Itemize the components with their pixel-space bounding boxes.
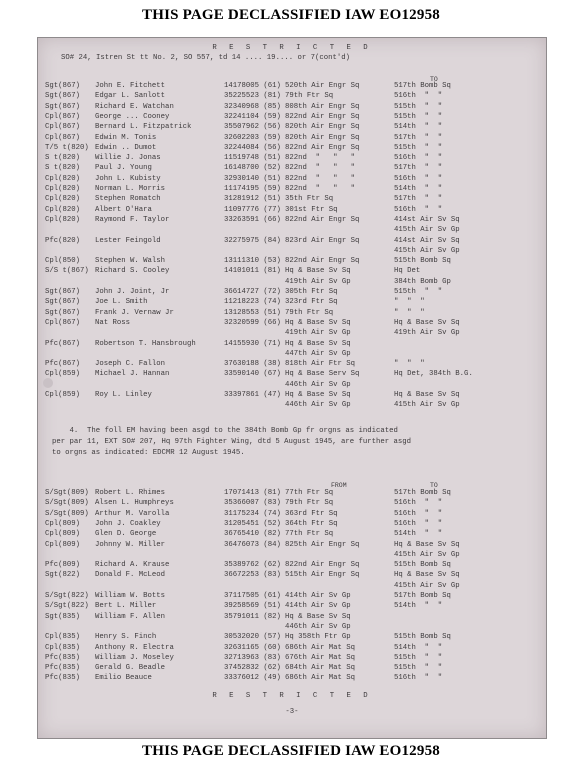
table-row bbox=[38, 592, 546, 601]
grade-cell: Pfc(835) bbox=[45, 674, 81, 683]
name-cell: Albert O'Hara bbox=[95, 205, 152, 214]
grade-cell: Cpl(820) bbox=[45, 195, 81, 204]
grade-cell: Cpl(867) bbox=[45, 318, 81, 327]
to-cell: 514th " " bbox=[394, 185, 443, 193]
table-row bbox=[38, 391, 546, 400]
order-reference-line: SO# 24, Istren St tt No. 2, SO 557, td 14 .... 19.... or 7(cont'd) bbox=[61, 54, 351, 62]
serial-cell: 13128553 (51) bbox=[224, 308, 281, 317]
from-cell: Hq & Base Sv Sq bbox=[285, 318, 351, 327]
serial-cell: 11519748 (51) bbox=[224, 154, 281, 163]
grade-cell: S/Sgt(822) bbox=[45, 592, 89, 600]
name-cell: Stephen W. Walsh bbox=[95, 257, 166, 266]
to-cell: 516th " " bbox=[394, 499, 443, 508]
serial-cell: 32241104 (59) bbox=[224, 112, 281, 121]
table-row bbox=[38, 123, 546, 132]
table-row bbox=[38, 298, 546, 307]
table-row bbox=[38, 499, 546, 508]
serial-cell: 33263591 (66) bbox=[224, 215, 281, 224]
serial-cell: 31205451 (52) bbox=[224, 519, 281, 528]
serial-cell: 35791011 (82) bbox=[224, 612, 281, 621]
grade-cell: Cpl(820) bbox=[45, 215, 81, 224]
grade-cell: Sgt(867) bbox=[45, 102, 81, 111]
table-row bbox=[38, 92, 546, 101]
grade-cell: Sgt(822) bbox=[45, 571, 81, 580]
table-row bbox=[38, 561, 546, 570]
to-cell: 419th Air Sv Gp bbox=[394, 329, 460, 338]
from-cell: 808th Air Engr Sq bbox=[285, 102, 360, 111]
table-row bbox=[38, 103, 546, 112]
table-row bbox=[38, 360, 546, 369]
table-row bbox=[38, 510, 546, 519]
grade-cell: Pfc(820) bbox=[45, 236, 81, 245]
table-row bbox=[38, 206, 546, 215]
grade-cell: Cpl(850) bbox=[45, 257, 81, 266]
from-cell: 686th Air Mat Sq bbox=[285, 674, 356, 683]
serial-cell: 11097776 (77) bbox=[224, 205, 281, 214]
paragraph-line: per par 11, EXT SO# 207, Hq 97th Fighter Wing, dtd 5 August 1945, are further asgd bbox=[52, 438, 412, 446]
to-cell: 415th Air Sv Gp bbox=[394, 550, 460, 559]
name-cell: Henry S. Finch bbox=[95, 633, 157, 642]
serial-cell: 31281912 (51) bbox=[224, 195, 281, 204]
table-row bbox=[38, 644, 546, 653]
declassified-banner-top: THIS PAGE DECLASSIFIED IAW EO12958 bbox=[142, 7, 440, 23]
name-cell: Robertson T. Hansbrough bbox=[95, 339, 196, 348]
to-cell: 415th Air Sv Gp bbox=[394, 581, 460, 590]
table-row bbox=[38, 309, 546, 318]
grade-cell: Sgt(835) bbox=[45, 612, 81, 621]
serial-cell: 11218223 (74) bbox=[224, 298, 281, 307]
from-cell: 79th Ftr Sq bbox=[285, 92, 334, 101]
table-row bbox=[38, 664, 546, 673]
name-cell: Nat Ross bbox=[95, 318, 131, 327]
table-row bbox=[38, 164, 546, 173]
from-cell: 515th Air Engr Sq bbox=[285, 571, 360, 580]
table-row bbox=[38, 401, 546, 410]
grade-cell: Pfc(867) bbox=[45, 360, 81, 369]
to-cell: 414st Air Sv Sq bbox=[394, 236, 460, 245]
table-row bbox=[38, 329, 546, 338]
name-cell: Joseph C. Fallon bbox=[95, 360, 166, 369]
to-cell: 517th " " bbox=[394, 195, 443, 204]
to-cell: Hq Det bbox=[394, 267, 421, 276]
grade-cell: Sgt(867) bbox=[45, 288, 81, 296]
from-cell: 822nd Air Engr Sq bbox=[285, 561, 360, 570]
name-cell: John J. Coakley bbox=[95, 519, 161, 528]
to-cell: 515th " " bbox=[394, 143, 443, 152]
table-row bbox=[38, 319, 546, 328]
name-cell: Bernard L. Fitzpatrick bbox=[95, 123, 192, 132]
name-cell: John E. Fitchett bbox=[95, 82, 166, 90]
paragraph-4 bbox=[52, 427, 532, 460]
grade-cell: Cpl(820) bbox=[45, 185, 81, 193]
page-number: -3- bbox=[285, 708, 299, 716]
name-cell: Bert L. Miller bbox=[95, 602, 157, 611]
from-cell: Hq 358th Ftr Gp bbox=[285, 633, 351, 642]
from-cell: 822nd " " " bbox=[285, 154, 356, 163]
table-row bbox=[38, 185, 546, 194]
from-cell: Hq & Base Sv Sq bbox=[285, 391, 351, 399]
name-cell: Paul J. Young bbox=[95, 164, 152, 173]
table-row bbox=[38, 381, 546, 390]
serial-cell: 36765410 (82) bbox=[224, 530, 281, 539]
to-cell: " " " bbox=[394, 308, 425, 317]
serial-cell: 35389762 (62) bbox=[224, 561, 281, 570]
name-cell: Richard E. Watchan bbox=[95, 102, 174, 111]
from-cell: 818th Air Ftr Sq bbox=[285, 360, 356, 369]
grade-cell: Cpl(859) bbox=[45, 370, 81, 379]
grade-cell: Cpl(867) bbox=[45, 133, 81, 142]
grade-cell: Pfc(867) bbox=[45, 339, 81, 348]
to-cell: 517th " " bbox=[394, 164, 443, 173]
from-cell: Hq & Base Sv Sq bbox=[285, 339, 351, 348]
from-cell: 684th Air Mat Sq bbox=[285, 664, 356, 673]
grade-cell: Pfc(835) bbox=[45, 664, 81, 673]
table-row bbox=[38, 530, 546, 539]
name-cell: Edwin .. Dumot bbox=[95, 143, 157, 152]
serial-cell: 17071413 (81) bbox=[224, 489, 281, 497]
grade-cell: S/S t(867) bbox=[45, 267, 89, 276]
name-cell: Alsen L. Humphreys bbox=[95, 499, 174, 508]
table-row bbox=[38, 288, 546, 297]
from-cell: 414th Air Sv Gp bbox=[285, 592, 351, 600]
serial-cell: 14155930 (71) bbox=[224, 339, 281, 348]
to-cell: 415th Air Sv Gp bbox=[394, 226, 460, 235]
from-column-header: FROM bbox=[331, 482, 347, 489]
to-cell: 516th " " bbox=[394, 205, 443, 214]
from-cell: 676th Air Mat Sq bbox=[285, 653, 356, 662]
serial-cell: 35225523 (81) bbox=[224, 92, 281, 101]
serial-cell: 30532020 (57) bbox=[224, 633, 281, 642]
from-cell: Hq & Base Sv Sq bbox=[285, 267, 351, 276]
grade-cell: Pfc(835) bbox=[45, 653, 81, 662]
serial-cell: 32602203 (59) bbox=[224, 133, 281, 142]
to-cell: 517th " " bbox=[394, 133, 443, 142]
name-cell: Lester Feingold bbox=[95, 236, 161, 245]
table-row bbox=[38, 551, 546, 560]
to-cell: 515th " " bbox=[394, 102, 443, 111]
table-row bbox=[38, 623, 546, 632]
from-cell: 447th Air Sv Gp bbox=[285, 349, 351, 358]
grade-cell: Cpl(859) bbox=[45, 391, 81, 399]
to-cell: Hq & Base Sv Sq bbox=[394, 318, 460, 327]
name-cell: Emilio Beauce bbox=[95, 674, 152, 683]
from-cell: Hq & Base Serv Sq bbox=[285, 370, 360, 379]
table-row bbox=[38, 520, 546, 529]
from-cell: 820th Air Engr Sq bbox=[285, 123, 360, 132]
from-cell: 77th Ftr Sq bbox=[285, 530, 334, 539]
from-cell: 364th Ftr Sq bbox=[285, 519, 338, 528]
table-row bbox=[38, 489, 546, 498]
serial-cell: 33397861 (47) bbox=[224, 391, 281, 399]
from-cell: 79th Ftr Sq bbox=[285, 308, 334, 317]
name-cell: Edwin M. Tonis bbox=[95, 133, 157, 142]
grade-cell: S t(820) bbox=[45, 164, 81, 173]
to-cell: 515th Bomb Sq bbox=[394, 561, 451, 570]
table-row bbox=[38, 267, 546, 276]
to-cell: 515th " " bbox=[394, 288, 443, 296]
name-cell: Michael J. Hannan bbox=[95, 370, 170, 379]
to-cell: 517th Bomb Sq bbox=[394, 592, 451, 600]
table-row bbox=[38, 257, 546, 266]
from-cell: 822nd " " " bbox=[285, 164, 356, 173]
to-cell: 517th Bomb Sq bbox=[394, 82, 451, 90]
from-cell: 419th Air Sv Gp bbox=[285, 329, 351, 338]
serial-cell: 32631165 (60) bbox=[224, 643, 281, 652]
to-cell: 516th " " bbox=[394, 674, 443, 683]
from-cell: 822nd Air Engr Sq bbox=[285, 143, 360, 152]
to-cell: 515th Bomb Sq bbox=[394, 633, 451, 642]
name-cell: Stephen Romatch bbox=[95, 195, 161, 204]
to-cell: 515th Bomb Sq bbox=[394, 257, 451, 266]
serial-cell: 37630188 (38) bbox=[224, 360, 281, 369]
from-cell: 323rd Ftr Sq bbox=[285, 298, 338, 307]
grade-cell: S t(820) bbox=[45, 154, 81, 163]
name-cell: Richard S. Cooley bbox=[95, 267, 170, 276]
grade-cell: Cpl(809) bbox=[45, 519, 81, 528]
table-row bbox=[38, 674, 546, 683]
from-cell: 822nd Air Engr Sq bbox=[285, 215, 360, 224]
table-row bbox=[38, 370, 546, 379]
from-cell: 301st Ftr Sq bbox=[285, 205, 338, 214]
table-row bbox=[38, 582, 546, 591]
serial-cell: 32713963 (83) bbox=[224, 653, 281, 662]
to-cell: 514th " " bbox=[394, 602, 443, 611]
to-cell: 415th Air Sv Gp bbox=[394, 401, 460, 410]
to-cell: Hq Det, 384th B.G. bbox=[394, 370, 473, 379]
serial-cell: 13111310 (53) bbox=[224, 257, 281, 266]
from-cell: 820th Air Engr Sq bbox=[285, 133, 360, 142]
name-cell: William W. Botts bbox=[95, 592, 166, 600]
name-cell: William F. Allen bbox=[95, 612, 166, 621]
name-cell: John L. Kubisty bbox=[95, 174, 161, 183]
name-cell: Frank J. Vernaw Jr bbox=[95, 308, 174, 317]
grade-cell: Cpl(820) bbox=[45, 174, 81, 183]
name-cell: Raymond F. Taylor bbox=[95, 215, 170, 224]
to-cell: 517th Bomb Sq bbox=[394, 489, 451, 497]
name-cell: Willie J. Jonas bbox=[95, 154, 161, 163]
to-cell: Hq & Base Sv Sq bbox=[394, 391, 460, 399]
grade-cell: S/Sgt(809) bbox=[45, 499, 89, 508]
from-cell: 822nd Air Engr Sq bbox=[285, 112, 360, 121]
paragraph-line: to orgns as indicated: EDCMR 12 August 1945. bbox=[52, 449, 245, 457]
to-cell: " " " bbox=[394, 360, 425, 369]
to-cell: 415th Air Sv Gp bbox=[394, 246, 460, 255]
name-cell: Anthony R. Electra bbox=[95, 643, 174, 652]
from-cell: Hq & Base Sv Sq bbox=[285, 612, 351, 621]
to-cell: " " " bbox=[394, 298, 425, 307]
from-cell: 825th Air Engr Sq bbox=[285, 540, 360, 549]
table-row bbox=[38, 654, 546, 663]
serial-cell: 14178005 (61) bbox=[224, 82, 281, 90]
from-cell: 414th Air Sv Gp bbox=[285, 602, 351, 611]
from-cell: 305th Ftr Sq bbox=[285, 288, 338, 296]
table-row bbox=[38, 216, 546, 225]
serial-cell: 11174195 (59) bbox=[224, 185, 281, 193]
to-cell: 514th " " bbox=[394, 530, 443, 539]
name-cell: John J. Joint, Jr bbox=[95, 288, 170, 296]
table-row bbox=[38, 237, 546, 246]
document-page bbox=[37, 37, 547, 739]
from-cell: 363rd Ftr Sq bbox=[285, 509, 338, 518]
to-cell: 516th " " bbox=[394, 509, 443, 518]
name-cell: Donald F. McLeod bbox=[95, 571, 166, 580]
grade-cell: Cpl(867) bbox=[45, 123, 81, 132]
table-row bbox=[38, 278, 546, 287]
table-row bbox=[38, 633, 546, 642]
from-cell: 823rd Air Engr Sq bbox=[285, 236, 360, 245]
from-cell: 446th Air Sv Gp bbox=[285, 401, 351, 410]
from-cell: 822nd " " " bbox=[285, 185, 356, 193]
serial-cell: 32340968 (85) bbox=[224, 102, 281, 111]
table-row bbox=[38, 613, 546, 622]
to-cell: 515th " " bbox=[394, 112, 443, 121]
from-cell: 35th Ftr Sq bbox=[285, 195, 334, 204]
grade-cell: S/Sgt(822) bbox=[45, 602, 89, 611]
serial-cell: 35507962 (56) bbox=[224, 123, 281, 132]
name-cell: Roy L. Linley bbox=[95, 391, 152, 399]
serial-cell: 37452832 (62) bbox=[224, 664, 281, 673]
grade-cell: T/5 t(820) bbox=[45, 143, 89, 152]
from-cell: 520th Air Engr Sq bbox=[285, 82, 360, 90]
from-cell: 822nd " " " bbox=[285, 174, 356, 183]
table-row bbox=[38, 226, 546, 235]
name-cell: Joe L. Smith bbox=[95, 298, 148, 307]
name-cell: Robert L. Rhimes bbox=[95, 489, 166, 497]
name-cell: Edgar L. Sanlott bbox=[95, 92, 166, 101]
name-cell: Arthur M. Varolla bbox=[95, 509, 170, 518]
grade-cell: Cpl(820) bbox=[45, 205, 81, 214]
table-row bbox=[38, 195, 546, 204]
serial-cell: 16148700 (52) bbox=[224, 164, 281, 173]
table-row bbox=[38, 113, 546, 122]
to-cell: 514th " " bbox=[394, 123, 443, 132]
from-cell: 446th Air Sv Gp bbox=[285, 622, 351, 631]
name-cell: Johnny W. Miller bbox=[95, 540, 166, 549]
table-row bbox=[38, 602, 546, 611]
name-cell: Norman L. Morris bbox=[95, 185, 166, 193]
name-cell: Glen D. George bbox=[95, 530, 157, 539]
serial-cell: 33590140 (67) bbox=[224, 370, 281, 379]
serial-cell: 39258569 (51) bbox=[224, 602, 281, 611]
to-cell: 514th " " bbox=[394, 643, 443, 652]
serial-cell: 33376012 (49) bbox=[224, 674, 281, 683]
serial-cell: 37117505 (61) bbox=[224, 592, 281, 600]
table-row bbox=[38, 350, 546, 359]
grade-cell: Cpl(809) bbox=[45, 540, 81, 549]
from-cell: 77th Ftr Sq bbox=[285, 489, 334, 497]
grade-cell: S/Sgt(809) bbox=[45, 489, 89, 497]
to-cell: 515th " " bbox=[394, 653, 443, 662]
serial-cell: 31175234 (74) bbox=[224, 509, 281, 518]
table-row bbox=[38, 154, 546, 163]
grade-cell: Cpl(835) bbox=[45, 633, 81, 642]
name-cell: George ... Cooney bbox=[95, 112, 170, 121]
classification-footer: R E S T R I C T E D bbox=[212, 692, 372, 700]
grade-cell: Sgt(867) bbox=[45, 82, 81, 90]
serial-cell: 35366007 (83) bbox=[224, 499, 281, 508]
to-cell: 414st Air Sv Sq bbox=[394, 215, 460, 224]
serial-cell: 36476073 (84) bbox=[224, 540, 281, 549]
to-column-header: TO bbox=[430, 76, 438, 83]
to-cell: 515th " " bbox=[394, 664, 443, 673]
grade-cell: Cpl(835) bbox=[45, 643, 81, 652]
to-cell: 516th " " bbox=[394, 519, 443, 528]
to-cell: 516th " " bbox=[394, 92, 443, 101]
declassified-banner-bottom: THIS PAGE DECLASSIFIED IAW EO12958 bbox=[142, 743, 440, 759]
to-cell: Hq & Base Sv Sq bbox=[394, 571, 460, 580]
paragraph-line: 4. The foll EM having been asgd to the 384th Bomb Gp fr orgns as indicated bbox=[52, 427, 398, 435]
grade-cell: Cpl(867) bbox=[45, 112, 81, 121]
name-cell: Gerald G. Beadle bbox=[95, 664, 166, 673]
grade-cell: S/Sgt(809) bbox=[45, 509, 89, 518]
table-row bbox=[38, 247, 546, 256]
serial-cell: 32930140 (51) bbox=[224, 174, 281, 183]
classification-header: R E S T R I C T E D bbox=[212, 44, 372, 52]
grade-cell: Cpl(809) bbox=[45, 530, 81, 539]
from-cell: 446th Air Sv Gp bbox=[285, 380, 351, 389]
to-column-header-b: TO bbox=[430, 482, 438, 489]
serial-cell: 36672253 (83) bbox=[224, 571, 281, 580]
name-cell: William J. Moseley bbox=[95, 653, 174, 662]
serial-cell: 32320599 (66) bbox=[224, 318, 281, 327]
table-row bbox=[38, 571, 546, 580]
table-row bbox=[38, 340, 546, 349]
serial-cell: 32244084 (56) bbox=[224, 143, 281, 152]
grade-cell: Sgt(867) bbox=[45, 298, 81, 307]
serial-cell: 32275975 (84) bbox=[224, 236, 281, 245]
table-row bbox=[38, 144, 546, 153]
grade-cell: Sgt(867) bbox=[45, 308, 81, 317]
to-cell: 384th Bomb Gp bbox=[394, 277, 451, 286]
from-cell: 79th Ftr Sq bbox=[285, 499, 334, 508]
serial-cell: 14101011 (81) bbox=[224, 267, 281, 276]
from-cell: 686th Air Mat Sq bbox=[285, 643, 356, 652]
table-row bbox=[38, 82, 546, 91]
name-cell: Richard A. Krause bbox=[95, 561, 170, 570]
from-cell: 822nd Air Engr Sq bbox=[285, 257, 360, 266]
to-cell: 516th " " bbox=[394, 174, 443, 183]
grade-cell: Pfc(809) bbox=[45, 561, 81, 570]
grade-cell: Sgt(867) bbox=[45, 92, 81, 101]
table-row bbox=[38, 134, 546, 143]
table-row bbox=[38, 175, 546, 184]
serial-cell: 36614727 (72) bbox=[224, 288, 281, 296]
from-cell: 419th Air Sv Gp bbox=[285, 277, 351, 286]
table-row bbox=[38, 541, 546, 550]
to-cell: 516th " " bbox=[394, 154, 443, 163]
to-cell: Hq & Base Sv Sq bbox=[394, 540, 460, 549]
